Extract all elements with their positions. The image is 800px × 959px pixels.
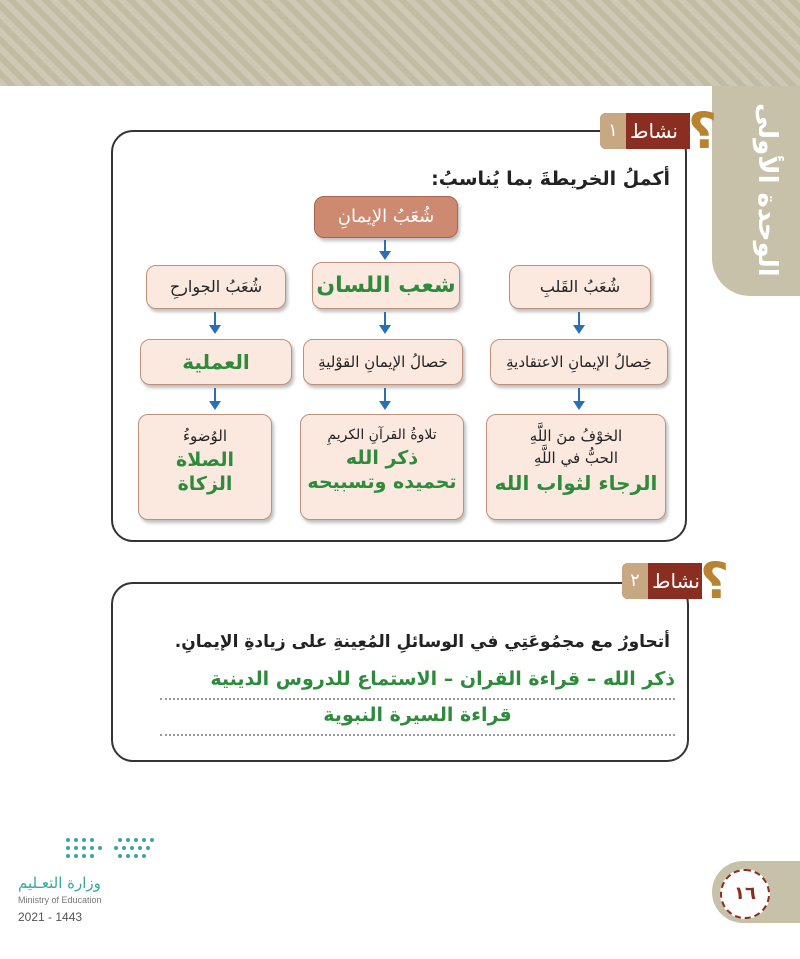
activity-2-instruction: أتحاورُ مع مجمُوعَتِي في الوسائلِ المُعِينةِ على زيادةِ الإيمانِ. bbox=[174, 632, 670, 652]
heart-branch-box: شُعَبُ القَلبِ bbox=[509, 265, 651, 309]
activity-2-answer-line-1: ذكر الله – قراءة القران – الاستماع للدروس الدينية bbox=[160, 668, 675, 700]
tongue-branch-box: شعب اللسان bbox=[312, 262, 460, 309]
tongue-items-box: تلاوةُ القرآنِ الكريمِ ذكر الله تحميده وتسبيحه bbox=[300, 414, 464, 520]
arrow-icon bbox=[214, 388, 216, 408]
top-decorative-band bbox=[0, 0, 800, 86]
arrow-icon bbox=[578, 312, 580, 332]
page-number-tab bbox=[712, 861, 800, 923]
limbs-items-box: الوُضوءُ الصلاة الزكاة bbox=[138, 414, 272, 520]
arrow-icon bbox=[384, 240, 386, 258]
tongue-sub-box: خصالُ الإيمانِ القوْليةِ bbox=[303, 339, 463, 385]
activity-1-label: نشاط bbox=[630, 119, 678, 143]
heart-items-box: الخوْفُ منَ اللَّهِ الحبُّ في اللَّهِ الرجاء لثواب الله bbox=[486, 414, 666, 520]
activity-1-number: ١ bbox=[600, 113, 626, 149]
arrow-icon bbox=[214, 312, 216, 332]
question-mark-icon: ؟ bbox=[700, 552, 730, 610]
activity-2-label: نشاط bbox=[652, 569, 700, 593]
arrow-icon bbox=[578, 388, 580, 408]
ministry-logo-icon bbox=[60, 834, 160, 864]
activity-1-tag bbox=[600, 113, 690, 149]
unit-title: الوحدة الأولى bbox=[752, 103, 782, 277]
limbs-branch-box: شُعَبُ الجوارحِ bbox=[146, 265, 286, 309]
root-node: شُعَبُ الإيمانِ bbox=[314, 196, 458, 238]
heart-sub-box: خِصالُ الإيمانِ الاعتقاديةِ bbox=[490, 339, 668, 385]
ministry-name-ar: وزارة التعـليم bbox=[18, 874, 101, 892]
limbs-sub-box: العملية bbox=[140, 339, 292, 385]
edition-year: 2021 - 1443 bbox=[18, 910, 83, 924]
ministry-name-en: Ministry of Education bbox=[18, 895, 102, 905]
activity-2-answer-line-2: قراءة السيرة النبوية bbox=[160, 704, 675, 736]
arrow-icon bbox=[384, 312, 386, 332]
page-number: ١٦ bbox=[720, 869, 770, 919]
arrow-icon bbox=[384, 388, 386, 408]
activity-1-instruction: أكملُ الخريطةَ بما يُناسبُ: bbox=[431, 168, 670, 190]
question-mark-icon: ؟ bbox=[688, 102, 718, 160]
activity-2-tag bbox=[622, 563, 702, 599]
activity-2-number: ٢ bbox=[622, 563, 648, 599]
